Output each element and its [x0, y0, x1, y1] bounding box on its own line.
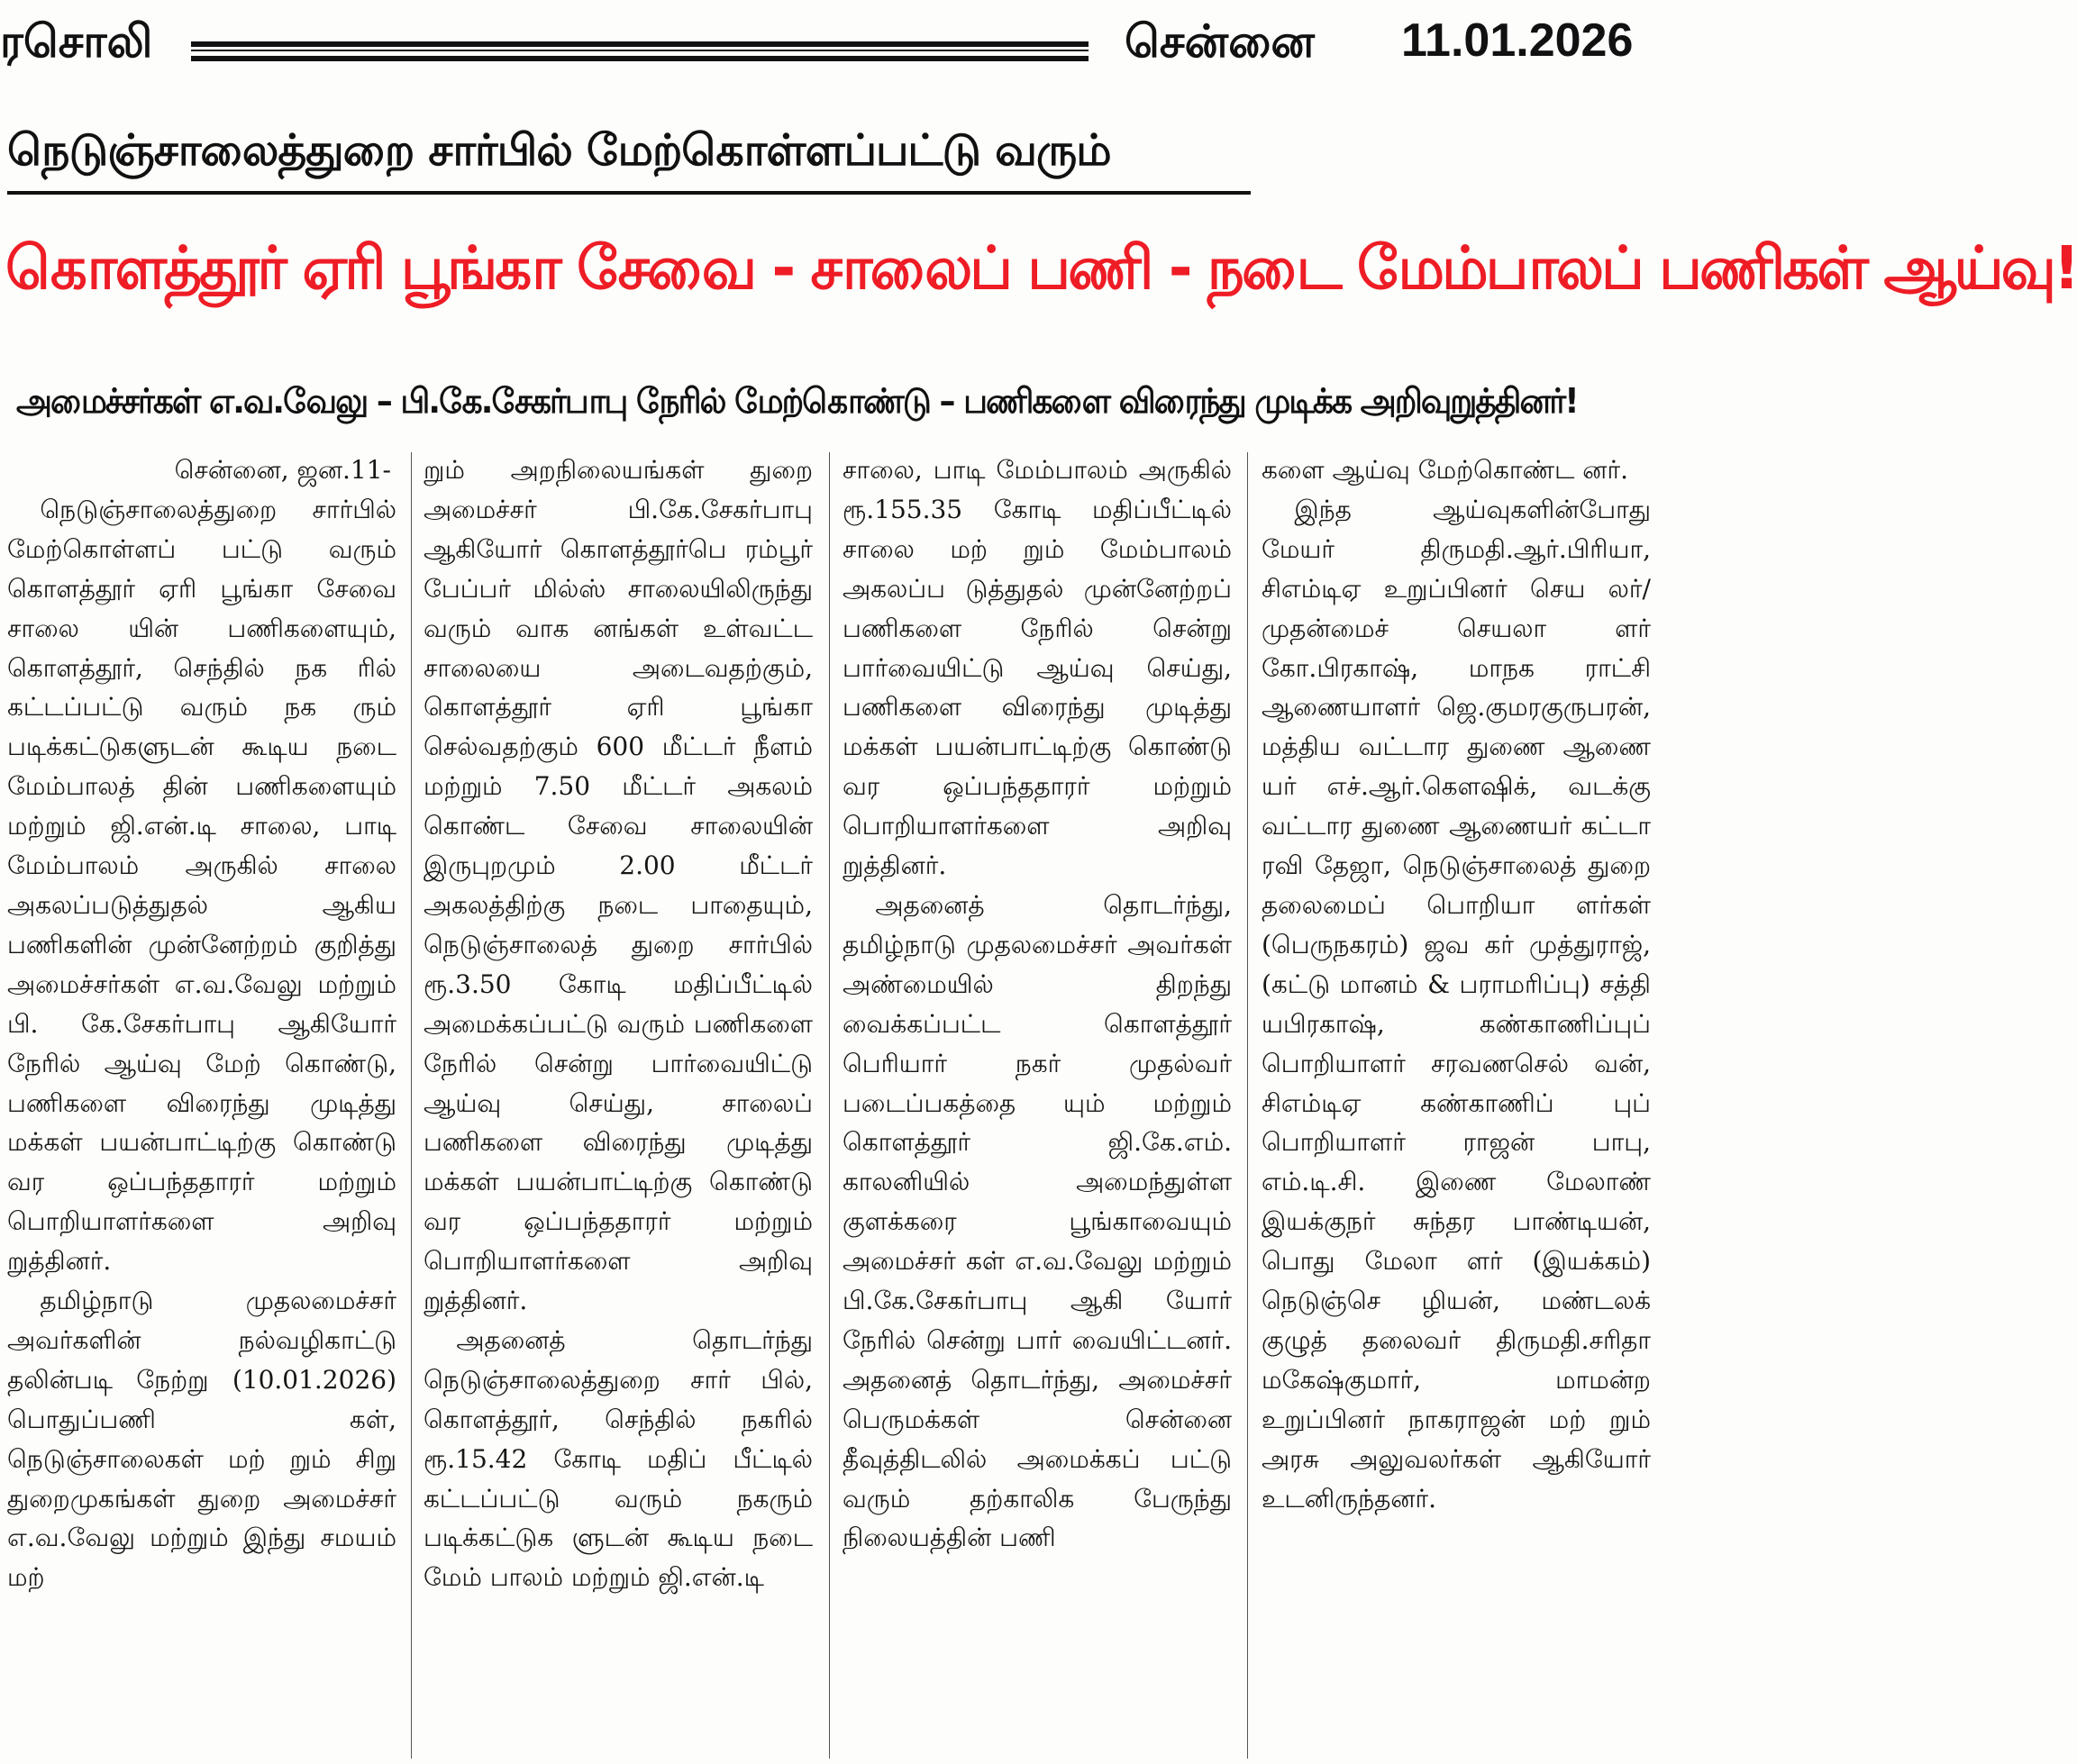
paragraph: அதனைத் தொடர்ந்து, தமிழ்நாடு முதலமைச்சர் அவர்கள் அண்மையில் திறந்து வைக்கப்பட்ட கொளத்தூர் பெரியார் நகர் முதல்வர் படைப்பகத்தை யும் மற்றும் கொளத்தூர் ஜி.கே.எம். காலனியில் அமைந்துள்ள குளக்கரை பூங்காவையும் அமைச்சர் கள் எ.வ.வேலு மற்றும் பி.கே.சேகர்பாபு ஆகி யோர் நேரில் சென்று பார் வையிட்டனர். அதனைத் தொடர்ந்து, அமைச்சர் பெருமக்கள் சென்னை தீவுத்திடலில் அமைக்கப் பட்டு வரும் தற்காலிக பேருந்து நிலையத்தின் பணி	[843, 889, 1232, 1553]
article-dateline: சென்னை, ஜன.11-	[174, 455, 391, 485]
article-body	[0, 450, 1656, 1764]
sub-headline: அமைச்சர்கள் எ.வ.வேலு – பி.கே.சேகர்பாபு நேரில் மேற்கொண்டு – பணிகளை விரைந்து முடிக்க அறிவுறுத்தினர்!	[16, 381, 1578, 421]
kicker-underline	[7, 191, 1251, 195]
paragraph: சாலை, பாடி மேம்பாலம் அருகில் ரூ.155.35 கோடி மதிப்பீட்டில் சாலை மற் றும் மேம்பாலம் அகலப்ப டுத்துதல் முன்னேற்றப் பணிகளை நேரில் சென்று பார்வையிட்டு ஆய்வு செய்து, பணிகளை விரைந்து முடித்து மக்கள் பயன்பாட்டிற்கு கொண்டு வர ஒப்பந்ததாரர் மற்றும் பொறியாளர்களை அறிவு றுத்தினர்.	[843, 455, 1232, 881]
paragraph: அதனைத் தொடர்ந்து நெடுஞ்சாலைத்துறை சார் பில், கொளத்தூர், செந்தில் நகரில் ரூ.15.42 கோடி மதிப் பீட்டில் கட்டப்பட்டு வரும் நகரும் படிக்கட்டுக ளுடன் கூடிய நடை மேம் பாலம் மற்றும் ஜி.என்.டி	[424, 1324, 813, 1593]
paragraph: களை ஆய்வு மேற்கொண்ட னர்.	[1262, 455, 1628, 485]
paragraph: இந்த ஆய்வுகளின்போது மேயர் திருமதி.ஆர்.பிரியா, சிஎம்டிஏ உறுப்பினர் செய லர்/ முதன்மைச் செயலா ளர் கோ.பிரகாஷ், மாநக ராட்சி ஆணையாளர் ஜெ.குமரகுருபரன், மத்திய வட்டார துணை ஆணை யர் எச்.ஆர்.கௌஷிக், வடக்கு வட்டார துணை ஆணையர் கட்டா ரவி தேஜா, நெடுஞ்சாலைத் துறை தலைமைப் பொறியா ளர்கள் (பெருநகரம்) ஜவ கர் முத்துராஜ், (கட்டு மானம் & பராமரிப்பு) சத்தி யபிரகாஷ், கண்காணிப்புப் பொறியாளர் சரவணசெல் வன், சிஎம்டிஏ கண்காணிப் புப் பொறியாளர் ராஜன் பாபு, எம்.டி.சி. இணை மேலாண் இயக்குநர் சுந்தர பாண்டியன், பொது மேலா ளர் (இயக்கம்) நெடுஞ்செ ழியன், மண்டலக் குழுத் தலைவர் திருமதி.சரிதா மகேஷ்குமார், மாமன்ற உறுப்பினர் நாகராஜன் மற் றும் அரசு அலுவலர்கள் ஆகியோர் உடனிருந்தனர்.	[1262, 494, 1651, 1514]
paragraph: தமிழ்நாடு முதலமைச்சர் அவர்களின் நல்வழிகாட்டு தலின்படி நேற்று (10.01.2026) பொதுப்பணி கள், நெடுஞ்சாலைகள் மற் றும் சிறு துறைமுகங்கள் துறை அமைச்சர் எ.வ.வேலு மற்றும் இந்து சமயம் மற்	[7, 1286, 396, 1593]
main-headline: கொளத்தூர் ஏரி பூங்கா சேவை - சாலைப் பணி - நடை மேம்பாலப் பணிகள் ஆய்வு!	[5, 233, 2077, 303]
kicker-headline: நெடுஞ்சாலைத்துறை சார்பில் மேற்கொள்ளப்பட்டு வரும்	[7, 125, 1111, 176]
paragraph: றும் அறநிலையங்கள் துறை அமைச்சர் பி.கே.சேகர்பாபு ஆகியோர் கொளத்தூர்பெ ரம்பூர் பேப்பர் மில்ஸ் சாலையிலிருந்து வரும் வாக னங்கள் உள்வட்ட சாலையை அடைவதற்கும், கொளத்தூர் ஏரி பூங்கா செல்வதற்கும் 600 மீட்டர் நீளம் மற்றும் 7.50 மீட்டர் அகலம் கொண்ட சேவை சாலையின் இருபுறமும் 2.00 மீட்டர் அகலத்திற்கு நடை பாதையும், நெடுஞ்சாலைத் துறை சார்பில் ரூ.3.50 கோடி மதிப்பீட்டில் அமைக்கப்பட்டு வரும் பணிகளை நேரில் சென்று பார்வையிட்டு ஆய்வு செய்து, சாலைப் பணிகளை விரைந்து முடித்து மக்கள் பயன்பாட்டிற்கு கொண்டு வர ஒப்பந்ததாரர் மற்றும் பொறியாளர்களை அறிவு றுத்தினர்.	[424, 455, 813, 1316]
masthead	[0, 7, 1656, 79]
article-column-2	[424, 450, 813, 1759]
dateline-city: சென்னை	[1125, 15, 1315, 68]
article-column-4	[1262, 450, 1651, 1759]
masthead-rule	[191, 41, 1089, 61]
article-column-1	[7, 450, 396, 1759]
paragraph: நெடுஞ்சாலைத்துறை சார்பில் மேற்கொள்ளப் பட்டு வரும் கொளத்தூர் ஏரி பூங்கா சேவை சாலை யின் பணிகளையும், கொளத்தூர், செந்தில் நக ரில் கட்டப்பட்டு வரும் நக ரும் படிக்கட்டுகளுடன் கூடிய நடை மேம்பாலத் தின் பணிகளையும் மற்றும் ஜி.என்.டி சாலை, பாடி மேம்பாலம் அருகில் சாலை அகலப்படுத்துதல் ஆகிய பணிகளின் முன்னேற்றம் குறித்து அமைச்சர்கள் எ.வ.வேலு மற்றும் பி. கே.சேகர்பாபு ஆகியோர் நேரில் ஆய்வு மேற் கொண்டு, பணிகளை விரைந்து முடித்து மக்கள் பயன்பாட்டிற்கு கொண்டு வர ஒப்பந்ததாரர் மற்றும் பொறியாளர்களை அறிவு றுத்தினர்.	[7, 494, 396, 1277]
article-column-3	[843, 450, 1232, 1759]
issue-date: 11.01.2026	[1401, 14, 1634, 67]
paper-name: ரசொலி	[0, 15, 153, 68]
